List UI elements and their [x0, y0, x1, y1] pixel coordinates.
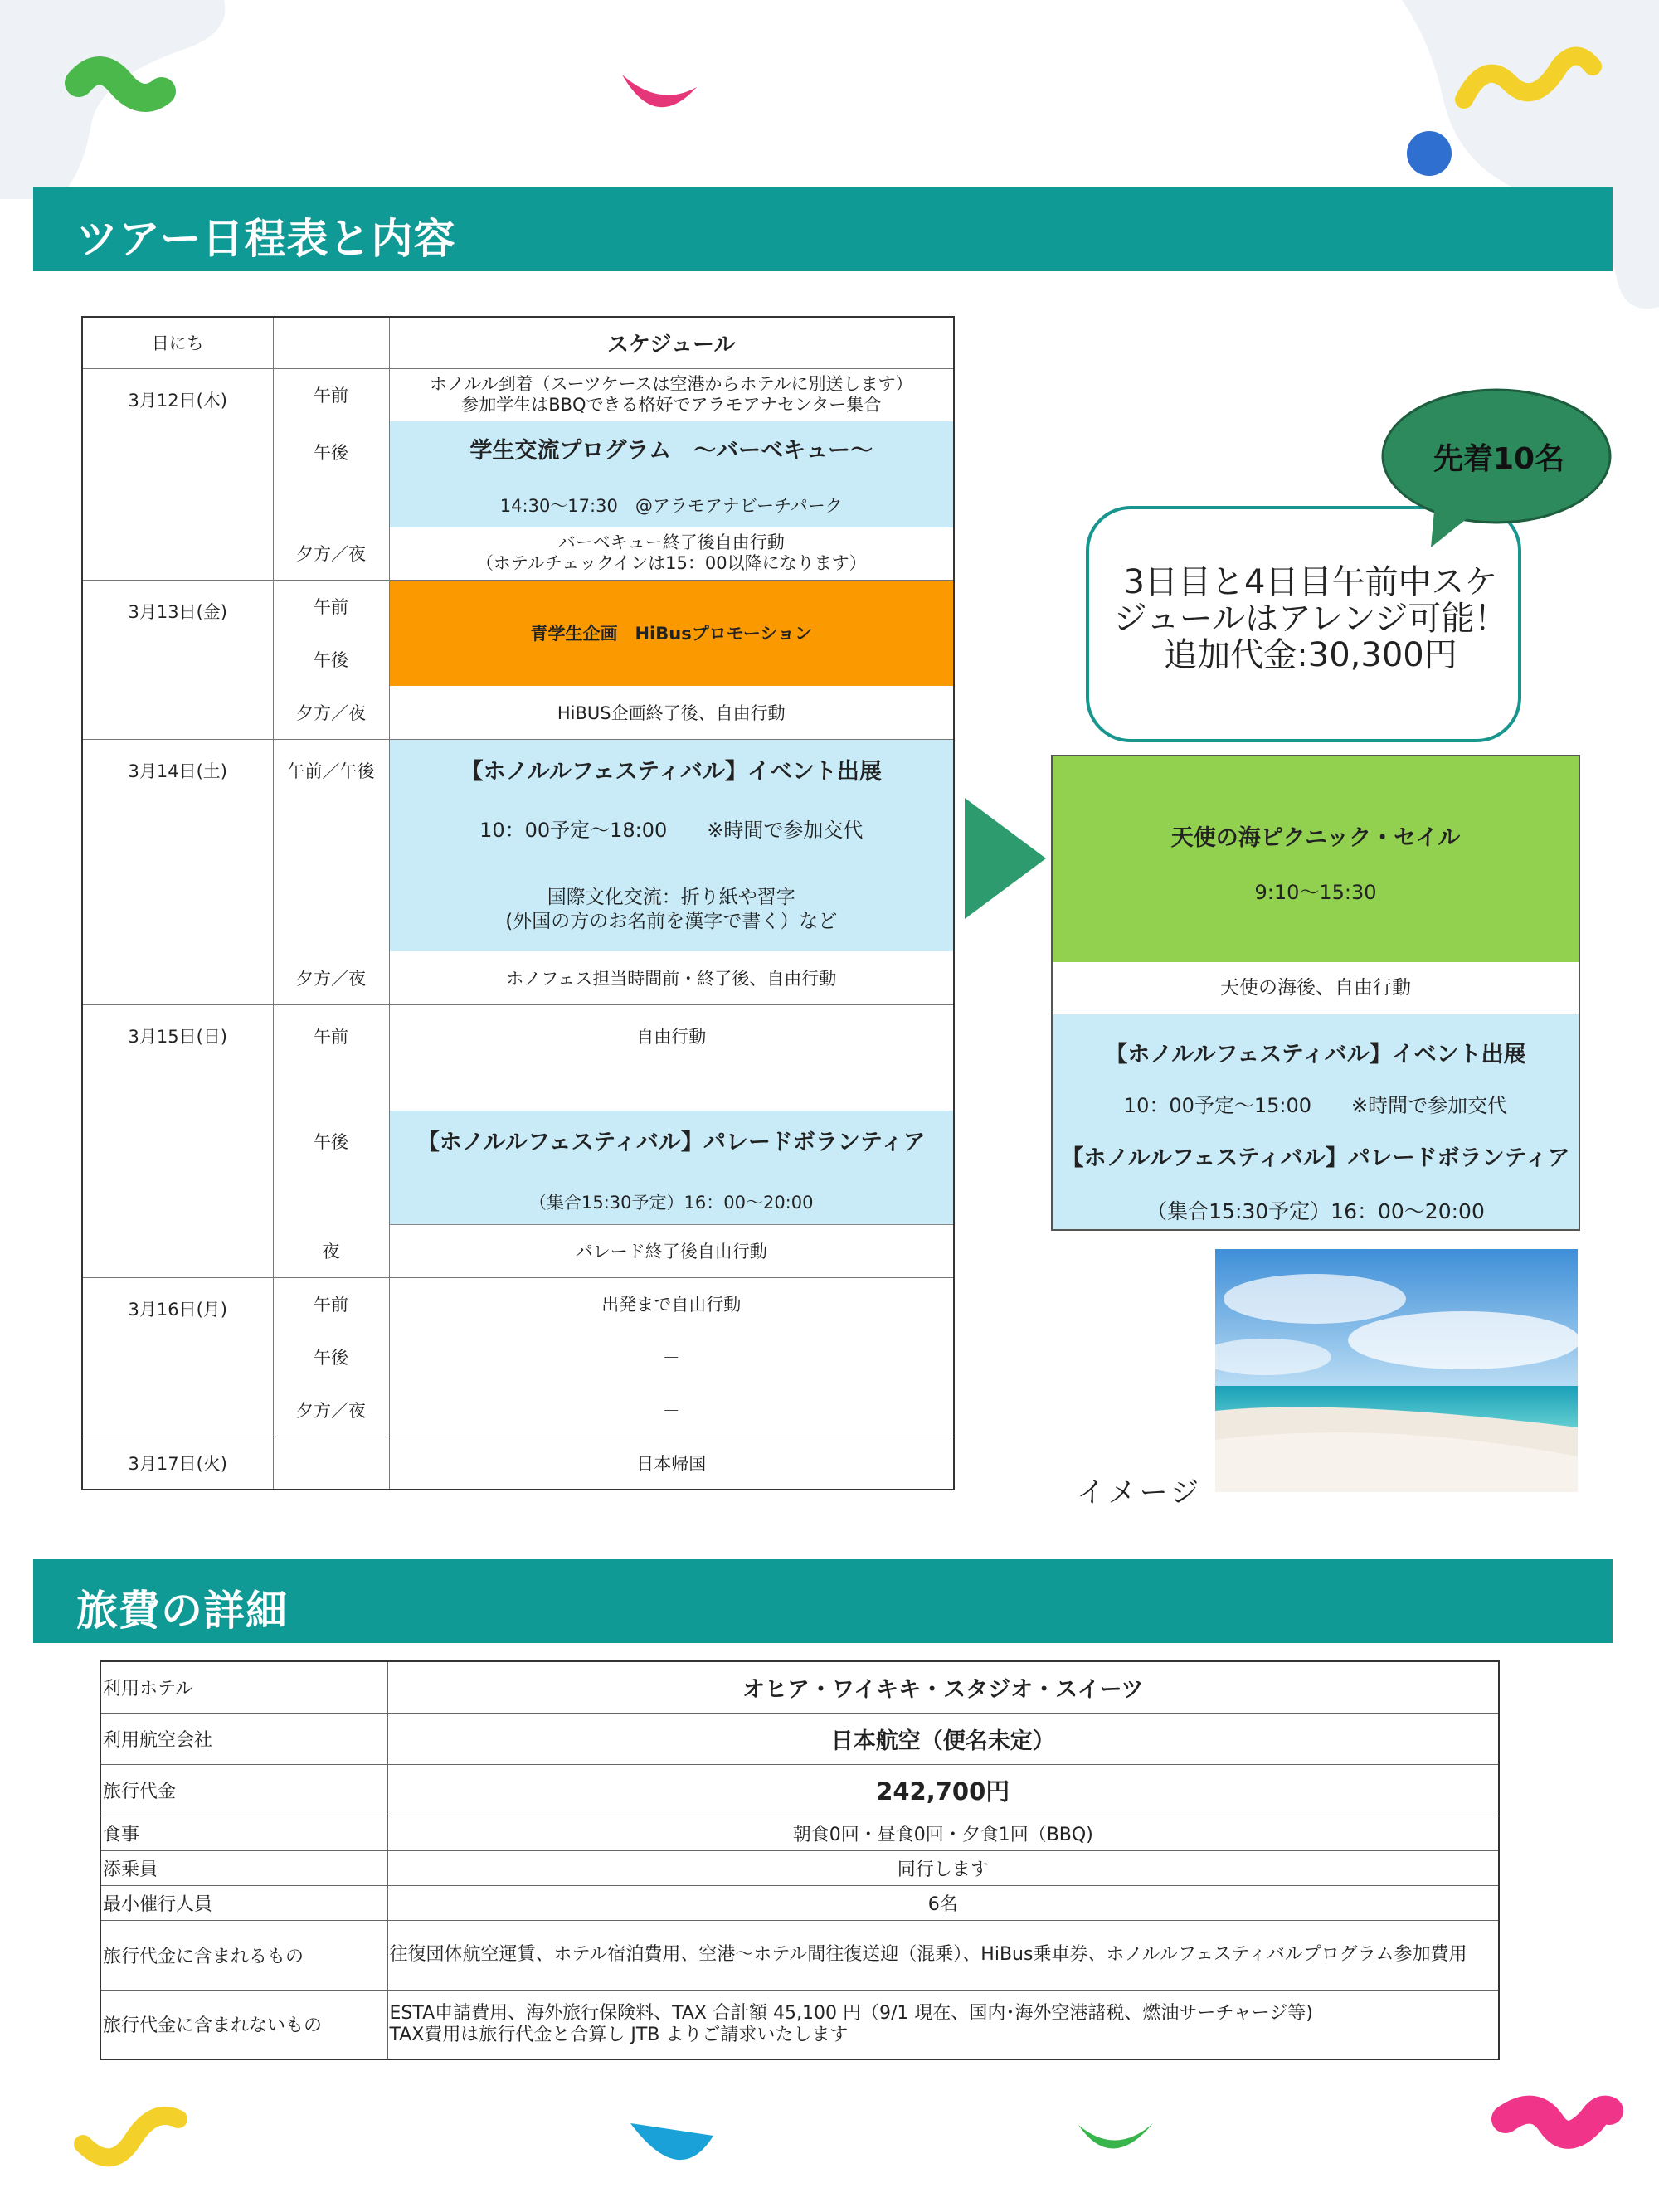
fee-label: 食事 — [100, 1816, 387, 1850]
green-leaf — [1078, 2123, 1153, 2149]
time-slot: 午後 — [273, 421, 389, 527]
fee-value: 日本航空（便名未定） — [387, 1713, 1499, 1764]
parade-title: 【ホノルルフェスティバル】パレードボランティア — [1061, 1145, 1570, 1171]
event-time: 10：00予定～15:00 ※時間で参加交代 — [1123, 1094, 1508, 1117]
day-date: 3月17日(火) — [82, 1437, 273, 1490]
time-slot: 夜 — [273, 1224, 389, 1277]
picnic-block — [1053, 756, 1579, 962]
time-slot: 夕方／夜 — [273, 527, 389, 580]
image-caption: イメージ — [1077, 1476, 1202, 1510]
fee-label: 利用ホテル — [100, 1661, 387, 1713]
schedule-table — [81, 316, 955, 1490]
schedule-cell: バーベキュー終了後自由行動 （ホテルチェックインは15：00以降になります） — [475, 532, 867, 574]
time-slot: 夕方／夜 — [273, 951, 389, 1004]
schedule-header-row — [82, 317, 954, 368]
yellow-squiggle-bottom — [83, 2116, 178, 2157]
beach-image — [1215, 1249, 1578, 1492]
limited-badge: 先着10名 — [1433, 442, 1565, 476]
fee-label: 最小催行人員 — [100, 1885, 387, 1920]
day-date: 3月12日(木) — [82, 368, 273, 580]
schedule-banner — [33, 187, 1613, 271]
time-slot: 午前 — [273, 1004, 389, 1111]
table-row — [82, 1437, 954, 1490]
alt-schedule — [1051, 755, 1580, 1231]
table-row — [100, 1920, 1499, 1990]
fee-label: 旅行代金に含まれないもの — [100, 1990, 387, 2059]
fees-banner — [33, 1559, 1613, 1643]
fee-value: 同行します — [387, 1850, 1499, 1885]
table-row — [100, 1661, 1499, 1713]
fee-label: 添乗員 — [100, 1850, 387, 1885]
after-picnic: 天使の海後、自由行動 — [1053, 962, 1579, 1014]
time-slot: 午前／午後 — [273, 739, 389, 951]
schedule-cell: 学生交流プログラム ～バーベキュー～ 14:30～17:30 @アラモアナビーチパーク — [389, 421, 954, 527]
time-slot: 午前 — [273, 368, 389, 421]
fees-table — [100, 1660, 1500, 2060]
schedule-banner-title: ツアー日程表と内容 — [76, 215, 456, 263]
table-row — [100, 1850, 1499, 1885]
table-row — [82, 580, 954, 633]
cyan-leaf — [630, 2123, 713, 2160]
fee-value: オヒア・ワイキキ・スタジオ・スイーツ — [387, 1661, 1499, 1713]
fee-value: 242,700円 — [387, 1764, 1499, 1816]
table-row — [100, 1764, 1499, 1816]
table-row — [82, 739, 954, 951]
fee-value: 6名 — [387, 1885, 1499, 1920]
header-date: 日にち — [82, 317, 273, 368]
parade-time: （集合15:30予定）16：00～20:00 — [1146, 1199, 1485, 1223]
header-slot — [273, 317, 389, 368]
table-row — [100, 1990, 1499, 2059]
schedule-cell: HiBUS企画終了後、自由行動 — [557, 702, 786, 723]
schedule-cell: － — [662, 1348, 680, 1368]
arrow-right-icon — [965, 798, 1048, 919]
schedule-cell: 自由行動 — [389, 1004, 954, 1111]
schedule-cell: ホノフェス担当時間前・終了後、自由行動 — [506, 968, 837, 989]
schedule-cell: パレード終了後自由行動 — [389, 1224, 954, 1277]
time-slot: 夕方／夜 — [273, 1383, 389, 1437]
header-content: スケジュール — [389, 317, 954, 368]
picnic-time: 9:10～15:30 — [1254, 881, 1377, 904]
pink-leaf — [622, 75, 697, 107]
schedule-cell: 青学生企画 HiBusプロモーション — [389, 580, 954, 686]
table-row — [100, 1816, 1499, 1850]
blue-dot — [1407, 131, 1452, 176]
table-row — [100, 1713, 1499, 1764]
schedule-cell: ホノルル到着（スーツケースは空港からホテルに別送します） 参加学生はBBQできる格好でアラモアナセンター集合 — [389, 368, 954, 421]
time-slot: 午前 — [273, 1277, 389, 1330]
fee-label: 旅行代金 — [100, 1764, 387, 1816]
fee-value: 往復団体航空運賃、ホテル宿泊費用、空港～ホテル間往復送迎（混乗）、HiBus乗車券、ホノルルフェスティバルプログラム参加費用 — [387, 1920, 1499, 1990]
time-slot: 午後 — [273, 633, 389, 686]
callout-text: 3日目と4日目午前中スケ ジュールはアレンジ可能！ 追加代金:30,300円 — [1113, 563, 1508, 674]
schedule-cell: 【ホノルルフェスティバル】パレードボランティア （集合15:30予定）16：00～20:00 — [389, 1111, 954, 1224]
day-date: 3月15日(日) — [82, 1004, 273, 1277]
picnic-title: 天使の海ピクニック・セイル — [1170, 825, 1461, 851]
fees-banner-title: 旅費の詳細 — [76, 1587, 288, 1635]
day-date: 3月14日(土) — [82, 739, 273, 1004]
schedule-cell: － — [662, 1400, 680, 1421]
event-block — [1053, 1014, 1579, 1229]
table-row — [100, 1885, 1499, 1920]
schedule-cell: 【ホノルルフェスティバル】イベント出展 10：00予定～18:00 ※時間で参加交代 国際文化交流：折り紙や習字 (外国の方のお名前を漢字で書く）など — [389, 739, 954, 951]
top-left-blob — [0, 0, 225, 199]
table-row — [82, 1004, 954, 1111]
table-row — [82, 368, 954, 421]
schedule-cell: 出発まで自由行動 — [389, 1277, 954, 1330]
fee-label: 旅行代金に含まれるもの — [100, 1920, 387, 1990]
time-slot: 午後 — [273, 1330, 389, 1383]
day-date: 3月16日(月) — [82, 1277, 273, 1437]
time-slot: 夕方／夜 — [273, 686, 389, 739]
pink-squiggle — [1506, 2110, 1609, 2135]
time-slot — [273, 1437, 389, 1490]
time-slot: 午後 — [273, 1111, 389, 1224]
time-slot: 午前 — [273, 580, 389, 633]
fee-value: 朝食0回・昼食0回・夕食1回（BBQ) — [387, 1816, 1499, 1850]
fee-label: 利用航空会社 — [100, 1713, 387, 1764]
schedule-cell: 日本帰国 — [389, 1437, 954, 1490]
table-row — [82, 1277, 954, 1330]
day-date: 3月13日(金) — [82, 580, 273, 739]
fee-value: ESTA申請費用、海外旅行保険料、TAX 合計額 45,100 円（9/1 現在、国内･海外空港諸税、燃油サーチャージ等) TAX費用は旅行代金と合算し JTB よりご請求いたします — [387, 1990, 1499, 2059]
event-title: 【ホノルルフェスティバル】イベント出展 — [1105, 1042, 1526, 1067]
